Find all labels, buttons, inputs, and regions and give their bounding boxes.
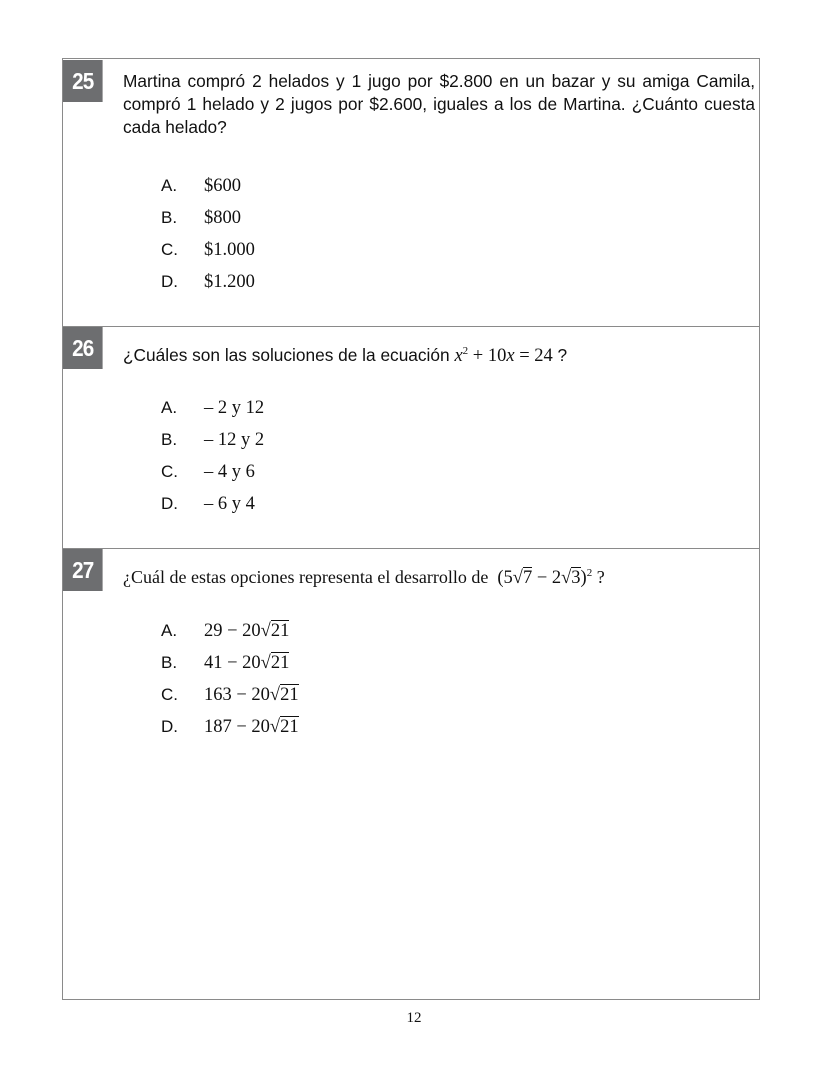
eq-mid: + 10 [468, 346, 507, 367]
option-value: – 12 y 2 [204, 430, 265, 450]
option-d[interactable] [161, 488, 255, 520]
eq-exp: 2 [462, 345, 469, 357]
option-value: $800 [204, 208, 241, 228]
question-number-badge: 26 [63, 327, 103, 369]
option-letter: A. [161, 398, 178, 417]
option-a[interactable] [161, 170, 241, 202]
option-a[interactable] [161, 615, 289, 647]
expr-exp: 2 [586, 567, 593, 579]
eq-var2: x [506, 346, 515, 367]
question-text [123, 340, 755, 368]
questions-frame [62, 58, 760, 1000]
question-prose: ¿Cuál de estas opciones representa el desarrollo de [123, 567, 489, 588]
option-letter: D. [161, 494, 178, 513]
question-text: Martina compró 2 helados y 1 jugo por $2.800 en un bazar y su amiga Camila, compró 1 helado y 2 jugos por $2.600, iguales a los de Martina. ¿Cuánto cuesta cada helado? [123, 71, 755, 137]
option-letter: C. [161, 462, 178, 481]
option-a[interactable] [161, 392, 264, 424]
option-d[interactable] [161, 266, 255, 298]
option-b[interactable] [161, 424, 264, 456]
option-prefix: 29 − 20√ [204, 621, 271, 641]
option-prefix: 41 − 20√ [204, 653, 271, 673]
option-radicand: 21 [280, 717, 299, 737]
question-end: ? [592, 567, 605, 588]
option-letter: C. [161, 685, 178, 704]
option-letter: C. [161, 240, 178, 259]
question-prose: ¿Cuáles son las soluciones de la ecuación [123, 345, 450, 366]
option-value: – 2 y 12 [204, 398, 265, 418]
expression [497, 568, 592, 588]
expr-radicand: 3 [571, 568, 581, 589]
option-value: $1.200 [204, 272, 255, 292]
question-number-badge: 27 [63, 549, 103, 591]
option-letter: B. [161, 208, 178, 227]
option-c[interactable] [161, 456, 255, 488]
option-letter: D. [161, 717, 178, 736]
option-letter: B. [161, 430, 178, 449]
question-end: ? [552, 345, 568, 366]
expr-mid: − 2√ [532, 568, 572, 589]
expr-radicand: 7 [522, 568, 533, 589]
eq-var: x [454, 346, 463, 367]
question-25 [63, 59, 759, 326]
option-letter: A. [161, 176, 178, 195]
question-text [123, 562, 755, 590]
eq-rhs: = 24 [514, 346, 553, 367]
option-c[interactable] [161, 234, 255, 266]
option-radicand: 21 [270, 621, 290, 641]
option-b[interactable] [161, 647, 289, 679]
option-value: – 6 y 4 [204, 494, 255, 514]
option-radicand: 21 [270, 653, 290, 673]
expr-close: ) [580, 568, 587, 589]
option-radicand: 21 [280, 685, 299, 705]
question-27 [63, 548, 759, 998]
option-d[interactable] [161, 711, 299, 743]
option-b[interactable] [161, 202, 241, 234]
option-letter: A. [161, 621, 178, 640]
option-value: $1.000 [204, 240, 255, 260]
page-number: 12 [406, 1010, 422, 1026]
option-letter: B. [161, 653, 178, 672]
option-prefix: 163 − 20√ [204, 685, 281, 705]
option-letter: D. [161, 272, 178, 291]
question-number-badge: 25 [63, 60, 103, 102]
expr-open: (5√ [497, 568, 523, 589]
option-prefix: 187 − 20√ [204, 717, 281, 737]
option-value: $600 [204, 176, 241, 196]
equation [454, 346, 552, 366]
option-c[interactable] [161, 679, 299, 711]
option-value: – 4 y 6 [204, 462, 255, 482]
question-26 [63, 326, 759, 548]
